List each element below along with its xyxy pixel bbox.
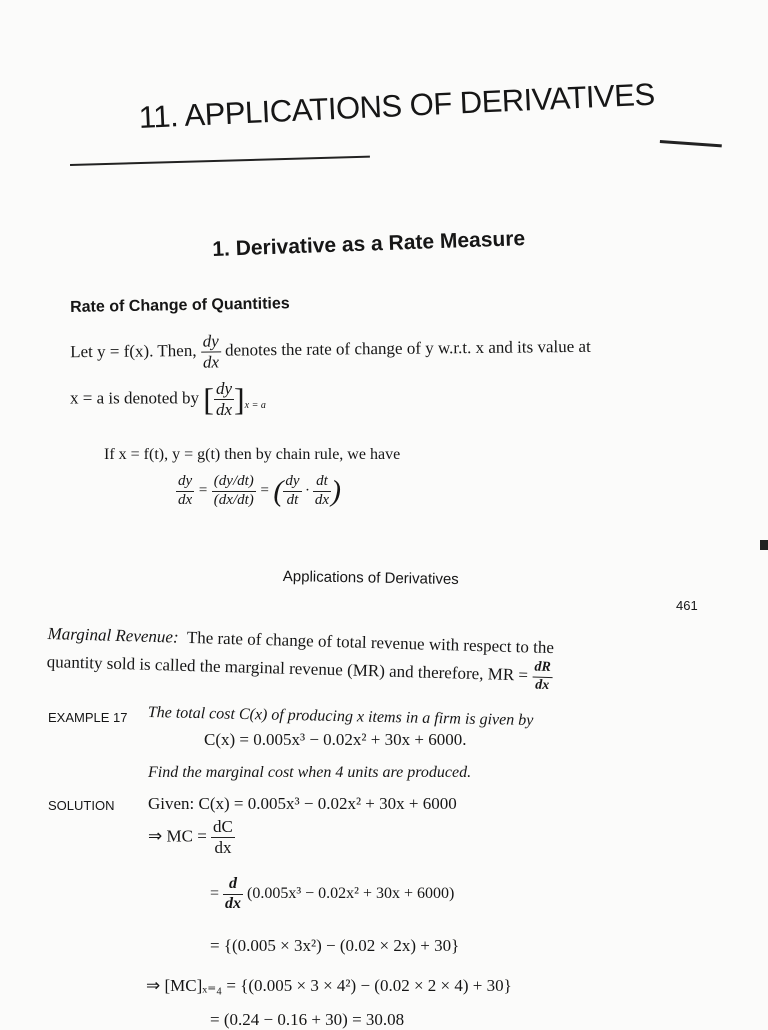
cost-equation: C(x) = 0.005x³ − 0.02x² + 30x + 6000. [204,730,467,749]
marginal-revenue-paragraph [46,620,554,693]
fraction-denominator: dx [214,837,232,857]
mr-text-2: quantity sold is called the marginal revenue (MR) and therefore, MR = [46,652,529,685]
fraction-denominator: dx [314,491,329,508]
chain-frac-2 [212,474,256,509]
chain-rule-intro: If x = f(t), y = g(t) then by chain rule, we have [104,446,401,463]
d-dx-operator [223,876,243,913]
mr-term: Marginal Revenue: [47,623,179,647]
page-edge-mark [760,540,768,550]
fraction-denominator: dx [225,894,242,912]
chain-frac-1 [176,474,194,509]
left-bracket: [ [203,380,214,417]
fraction-denominator: dx [178,491,193,508]
chain-frac-3 [283,474,301,509]
fraction-denominator: (dx/dt) [213,491,254,508]
section-title: 1. Derivative as a Rate Measure [212,227,526,261]
chapter-title: 11. APPLICATIONS OF DERIVATIVES [138,76,656,135]
fraction-numerator: dt [313,474,331,492]
fraction-numerator: dy [283,474,301,492]
example-label: EXAMPLE 17 [48,710,128,725]
title-rule-right [660,140,722,147]
example-statement: The total cost C(x) of producing x items in a firm is given by [147,704,534,730]
mr-text-1: The rate of change of total revenue with respect to the [186,627,555,658]
intro-text-start: Let y = f(x). Then, [70,340,197,362]
derivative-step [210,876,454,913]
intro-paragraph-line2 [70,380,266,419]
running-head: Applications of Derivatives [282,568,459,589]
equals-sign: = [210,884,220,902]
equals-sign: = [197,482,209,499]
fraction-denominator: dx [215,399,232,419]
solution-step-4: ⇒ [MC]ₓ₌₄ = {(0.005 × 3 × 4²) − (0.02 × 2 × 4) + 30} [146,976,512,995]
page-number: 461 [676,598,698,613]
solution-step-5: = (0.24 − 0.16 + 30) = 30.08 [210,1010,405,1029]
fraction-denominator: dt [286,491,299,508]
eval-subscript: x = a [244,400,266,412]
dR-dx-fraction [532,661,553,694]
intro-text-end: denotes the rate of change of y w.r.t. x and its value at [224,336,591,360]
intro-text-2: x = a is denoted by [70,388,200,408]
example-question: Find the marginal cost when 4 units are produced. [148,764,472,781]
right-paren: ) [331,474,341,508]
fraction-numerator: dy [201,332,221,352]
solution-step-3: = {(0.005 × 3x²) − (0.02 × 2x) + 30} [210,936,460,955]
fraction-denominator: dx [202,352,220,372]
fraction-numerator: dR [532,661,553,678]
subsection-title: Rate of Change of Quantities [70,295,290,316]
intro-paragraph-line1 [70,329,591,373]
chain-rule-equation [176,474,341,509]
dot-operator: · [305,482,310,499]
fraction-numerator: d [223,876,243,895]
dy-dx-fraction [201,332,221,371]
left-paren: ( [273,474,284,508]
chain-frac-4 [313,474,331,509]
equals-sign: = [259,482,270,499]
fraction-numerator: (dy/dt) [212,474,256,492]
fraction-numerator: dC [213,817,233,836]
right-bracket: ] [234,380,245,417]
solution-given: Given: C(x) = 0.005x³ − 0.02x² + 30x + 6000 [148,794,457,813]
derivative-expression: (0.005x³ − 0.02x² + 30x + 6000) [247,884,455,902]
dy-dx-eval-fraction [214,380,234,419]
dC-dx-fraction [211,818,235,857]
mc-definition [148,818,235,857]
title-rule-left [70,156,370,166]
solution-label: SOLUTION [48,798,115,813]
mc-lhs: ⇒ MC = [148,826,207,846]
fraction-numerator: dy [215,379,232,398]
fraction-numerator: dy [176,474,194,492]
fraction-denominator: dx [534,677,550,693]
